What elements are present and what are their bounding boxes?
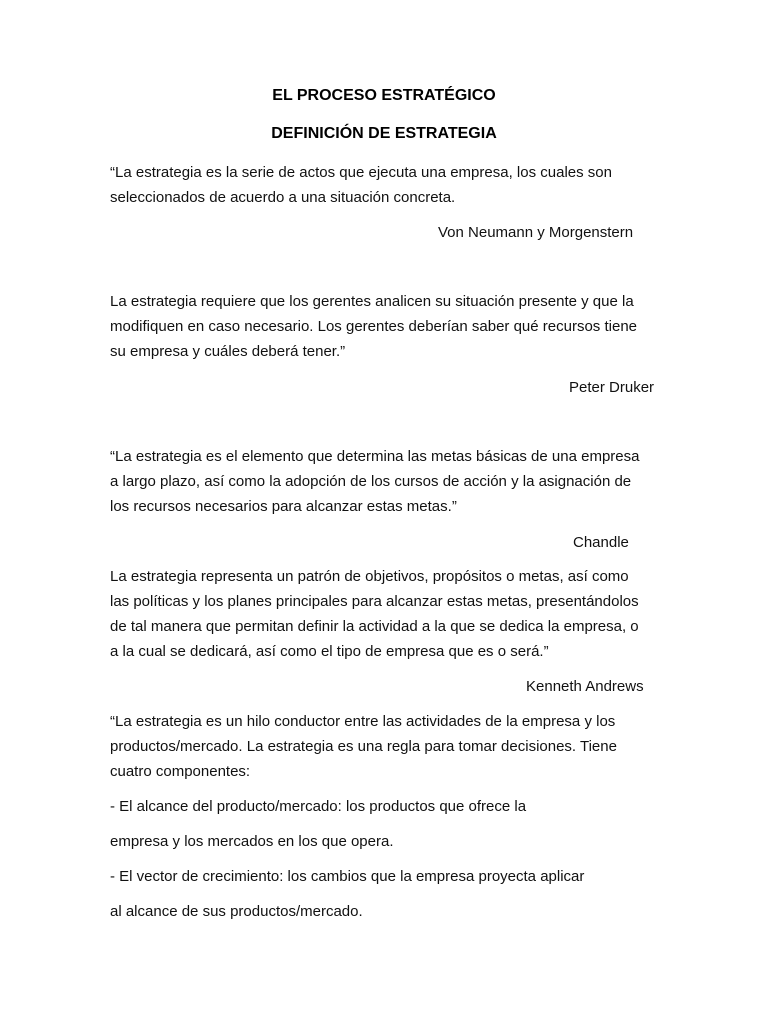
document-subtitle: DEFINICIÓN DE ESTRATEGIA <box>271 125 497 142</box>
paragraph-line: modifiquen en caso necesario. Los gerentes deberían saber qué recursos tiene <box>110 318 637 335</box>
quote-author: Chandle <box>573 534 629 551</box>
document-title: EL PROCESO ESTRATÉGICO <box>272 87 496 104</box>
paragraph-line: La estrategia representa un patrón de objetivos, propósitos o metas, así como <box>110 568 629 585</box>
paragraph-line: cuatro componentes: <box>110 763 251 780</box>
paragraph-line: a largo plazo, así como la adopción de los cursos de acción y la asignación de <box>110 473 632 490</box>
paragraph-line: los recursos necesarios para alcanzar estas metas.” <box>110 498 457 515</box>
paragraph-line: productos/mercado. La estrategia es una regla para tomar decisiones. Tiene <box>110 738 617 755</box>
paragraph-line: su empresa y cuáles deberá tener.” <box>110 343 346 360</box>
paragraph-line: “La estrategia es un hilo conductor entre las actividades de la empresa y los <box>110 713 616 730</box>
quote-author: Kenneth Andrews <box>526 678 644 695</box>
paragraph-line: seleccionados de acuerdo a una situación concreta. <box>110 189 456 206</box>
list-item: al alcance de sus productos/mercado. <box>110 903 363 920</box>
quote-author: Peter Druker <box>569 379 655 396</box>
paragraph-line: a la cual se dedicará, así como el tipo de empresa que es o será.” <box>110 643 549 660</box>
paragraph-line: “La estrategia es el elemento que determina las metas básicas de una empresa <box>110 448 640 465</box>
list-item: - El vector de crecimiento: los cambios que la empresa proyecta aplicar <box>110 868 585 885</box>
list-item: - El alcance del producto/mercado: los productos que ofrece la <box>110 798 527 815</box>
paragraph-line: las políticas y los planes principales para alcanzar estas metas, presentándolos <box>110 593 639 610</box>
paragraph-line: La estrategia requiere que los gerentes analicen su situación presente y que la <box>110 293 634 310</box>
paragraph-line: de tal manera que permitan definir la actividad a la que se dedica la empresa, o <box>110 618 639 635</box>
paragraph-line: “La estrategia es la serie de actos que ejecuta una empresa, los cuales son <box>110 164 612 181</box>
list-item: empresa y los mercados en los que opera. <box>110 833 394 850</box>
quote-author: Von Neumann y Morgenstern <box>438 224 634 241</box>
